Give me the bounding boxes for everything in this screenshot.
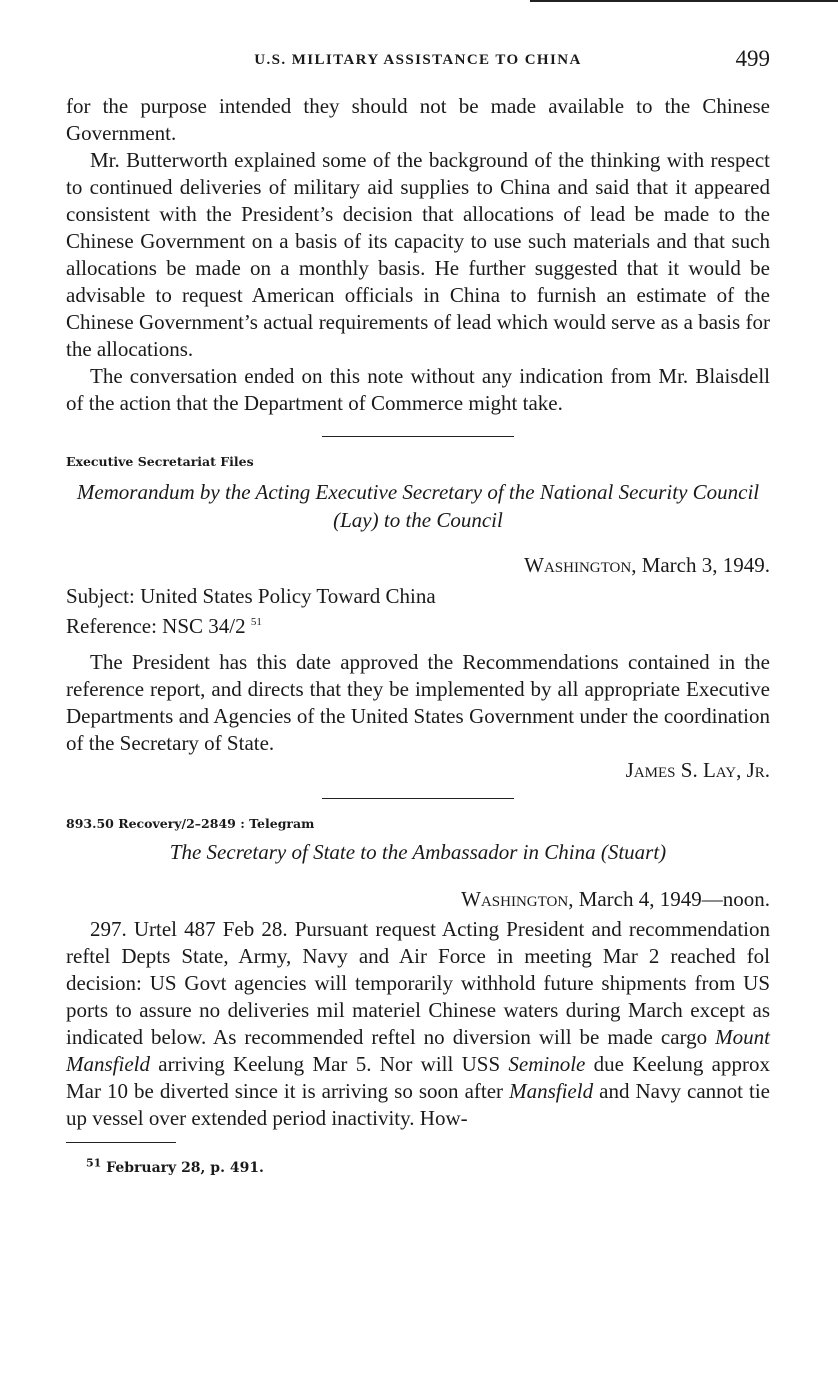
reference-line <box>66 613 770 640</box>
ship-name: Mansfield <box>509 1079 594 1103</box>
reference-text: Reference: NSC 34/2 <box>66 614 246 638</box>
telegram-body <box>66 916 770 1132</box>
source-note: Executive Secretariat Files <box>66 454 254 469</box>
footnote-text: February 28, p. 491. <box>101 1160 264 1176</box>
ship-name: Seminole <box>508 1052 586 1076</box>
dateline-date: , March 3, 1949. <box>631 553 770 577</box>
page-body <box>66 93 770 1182</box>
subject-line: Subject: United States Policy Toward China <box>66 584 436 608</box>
document-title: The Secretary of State to the Ambassador in China (Stuart) <box>169 840 667 864</box>
page-number: 499 <box>735 46 770 71</box>
document-title: Memorandum by the Acting Executive Secretary of the National Security Council (Lay) to the Council <box>76 480 760 532</box>
signature-name: James S. Lay, Jr. <box>625 758 770 782</box>
telegram-text: and Navy cannot tie up vessel over extended period inactivity. How- <box>66 1079 771 1130</box>
running-title: U.S. MILITARY ASSISTANCE TO CHINA <box>254 52 582 68</box>
footnote <box>66 1155 770 1182</box>
telegram-text: 297. Urtel 487 Feb 28. Pursuant request Acting President and recommendation reftel Depts State, Army, Navy and Air Force in meeting Mar 2 reached fol decision: US Govt agencies will temporarily withhold future shipments from US ports to assure no deliveries mil materiel Chinese waters during March except as indicated below. As recommended reftel no diversion will be made cargo <box>66 917 770 1049</box>
telegram-text: due Keelung approx Mar 10 be diverted since it is arriving so soon after <box>66 1052 770 1103</box>
running-header <box>66 46 770 76</box>
dateline-place: Washington <box>524 553 632 577</box>
dateline <box>66 552 770 579</box>
section-divider <box>322 798 514 799</box>
footnote-number: 51 <box>86 1156 102 1170</box>
paragraph-continued: for the purpose intended they should not be made available to the Chinese Government. <box>66 94 770 145</box>
ship-name: Mount Mansfield <box>66 1025 770 1076</box>
footnote-marker: 51 <box>250 616 262 628</box>
footnote-divider <box>66 1142 176 1143</box>
paragraph-conversation-end: The conversation ended on this note without any indication from Mr. Blaisdell of the action that the Department of Commerce might take. <box>66 364 770 415</box>
memo-body: The President has this date approved the Recommendations contained in the reference report, and directs that they be implemented by all appropriate Executive Departments and Agencies of the United States Government under the coordination of the Secretary of State. <box>66 650 770 755</box>
paragraph-butterworth: Mr. Butterworth explained some of the background of the thinking with respect to continued deliveries of military aid supplies to China and said that it appeared consistent with the President’s decision that allocations of lead be made to the Chinese Government on a basis of its capacity to use such materials and that such allocations be made on a monthly basis. He further suggested that it would be advisable to request American officials in China to furnish an estimate of the Chinese Government’s actual requirements of lead which would serve as a basis for the allocations. <box>66 148 770 361</box>
section-divider <box>322 436 514 437</box>
dateline <box>66 886 770 913</box>
source-note: 893.50 Recovery/2–2849 : Telegram <box>66 816 315 831</box>
dateline-place: Washington <box>461 887 569 911</box>
signature <box>66 757 770 784</box>
telegram-text: arriving Keelung Mar 5. Nor will USS <box>150 1052 509 1076</box>
dateline-date: , March 4, 1949—noon. <box>568 887 770 911</box>
